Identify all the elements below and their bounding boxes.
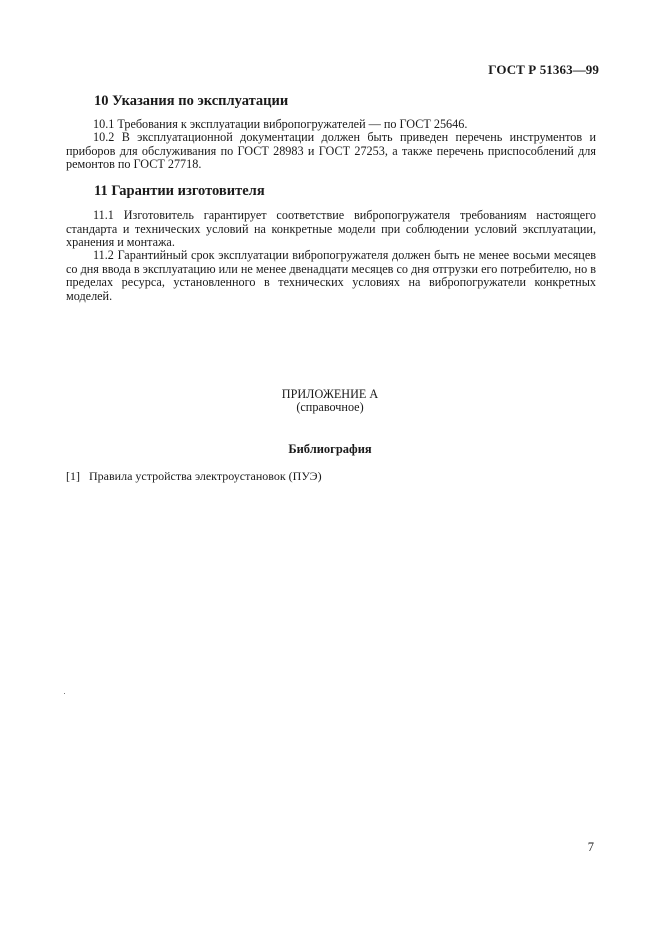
scan-speck	[64, 693, 65, 694]
paragraph-10-1: 10.1 Требования к эксплуатации вибропогружателей — по ГОСТ 25646.	[93, 117, 468, 131]
bibliography-title: Библиография	[288, 442, 372, 456]
appendix-subtitle: (справочное)	[296, 400, 364, 414]
document-code: ГОСТ Р 51363—99	[488, 62, 599, 77]
bibliography-item-text: Правила устройства электроустановок (ПУЭ)	[89, 469, 322, 483]
paragraph-11-1: 11.1 Изготовитель гарантирует соответствие вибропогружателя требованиям настоящего стандарта и технических условий на конкретные модели при соблюдении условий эксплуатации, хранения и монтажа.	[66, 208, 596, 250]
bibliography-item	[66, 469, 322, 484]
section-11-title: 11 Гарантии изготовителя	[94, 183, 265, 199]
paragraph-10-2: 10.2 В эксплуатационной документации должен быть приведен перечень инструментов и приборов для обслуживания по ГОСТ 28983 и ГОСТ 27253, а также перечень приспособлений для ремонтов по ГОСТ 27718.	[66, 130, 596, 172]
section-10-title: 10 Указания по эксплуатации	[94, 93, 289, 109]
paragraph-11-2: 11.2 Гарантийный срок эксплуатации вибропогружателя должен быть не менее восьми месяцев со дня ввода в эксплуатацию или не менее двенадцати месяцев со дня отгрузки его потребителю, но в пределах ресурса, установленного в технических условиях на вибропогружатели конкретных моделей.	[66, 248, 596, 303]
bibliography-item-number: [1]	[66, 469, 80, 483]
page-number: 7	[587, 840, 594, 854]
appendix-title: ПРИЛОЖЕНИЕ А	[281, 387, 379, 401]
appendix-heading	[200, 388, 460, 414]
